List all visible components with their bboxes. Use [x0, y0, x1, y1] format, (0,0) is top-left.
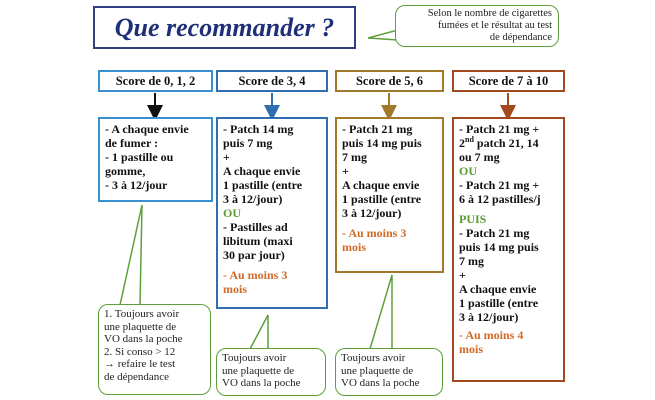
- callout-advice-5-6: [335, 348, 443, 396]
- callout1-pointer: [120, 205, 142, 305]
- text-line: 6 à 12 pastilles/j: [459, 192, 541, 206]
- text-line: A chaque envie: [459, 282, 537, 296]
- callout-line: → refaire le test: [104, 358, 176, 370]
- text-line: 30 par jour): [223, 248, 285, 262]
- text-line: - Patch 21 mg: [459, 226, 530, 240]
- text-line: - Patch 14 mg: [223, 122, 294, 136]
- recommendation-box-5-6: [335, 117, 444, 273]
- plus-sign: +: [459, 268, 466, 282]
- text-line: 7 mg: [459, 254, 484, 268]
- text-line: libitum (maxi: [223, 234, 293, 248]
- plus-sign: +: [223, 150, 230, 164]
- callout-line: 2. Si conso > 12: [104, 345, 176, 358]
- or-label: OU: [459, 164, 477, 178]
- callout-line: une plaquette de: [341, 364, 414, 377]
- callout-line: 1. Toujours avoir: [104, 308, 180, 320]
- text-line: de fumer :: [105, 136, 159, 150]
- text-line: 3 à 12/jour): [223, 192, 283, 206]
- text-line: - 3 à 12/jour: [105, 178, 168, 192]
- callout-line: une plaquette de: [104, 320, 177, 333]
- duration-line: - Au moins 3: [342, 226, 407, 240]
- duration-line: mois: [459, 342, 483, 356]
- score-header-5-6: Score de 5, 6: [335, 70, 444, 92]
- note-line: fumées et le résultat au test: [438, 20, 552, 31]
- then-label: PUIS: [459, 212, 487, 226]
- callout3-pointer: [370, 275, 392, 349]
- callout2-pointer: [250, 315, 268, 349]
- duration-line: mois: [223, 282, 247, 296]
- text-line: - Patch 21 mg +: [459, 178, 540, 192]
- text-line: ou 7 mg: [459, 150, 500, 164]
- callout-advice-3-4: [216, 348, 326, 396]
- text-line: - Patch 21 mg +: [459, 122, 540, 136]
- note-line: de dépendance: [489, 32, 552, 43]
- text-line: puis 14 mg puis: [342, 136, 422, 150]
- text-line: - Pastilles ad: [223, 220, 288, 234]
- or-label: OU: [223, 206, 241, 220]
- note-pointer: [368, 30, 398, 40]
- text-line: - 1 pastille ou: [105, 150, 174, 164]
- callout-line: une plaquette de: [222, 364, 295, 377]
- recommendation-box-0-2: [98, 117, 213, 202]
- text-line: - A chaque envie: [105, 122, 189, 136]
- text-line: puis 7 mg: [223, 136, 273, 150]
- score-header-3-4: Score de 3, 4: [216, 70, 328, 92]
- callout-line: de dépendance: [104, 370, 170, 383]
- recommendation-box-7-10: [452, 117, 565, 382]
- page-title: Que recommander ?: [114, 12, 335, 42]
- text-line: 1 pastille (entre: [459, 296, 539, 310]
- duration-line: - Au moins 3: [223, 268, 288, 282]
- text-line: 3 à 12/jour): [342, 206, 402, 220]
- text-line: 1 pastille (entre: [223, 178, 303, 192]
- text-line: puis 14 mg puis: [459, 240, 539, 254]
- plus-sign: +: [342, 164, 349, 178]
- text-line: 7 mg: [342, 150, 367, 164]
- text-line: A chaque envie: [342, 178, 420, 192]
- text-line: 3 à 12/jour): [459, 310, 519, 324]
- title-box: [93, 6, 356, 49]
- callout-line: VO dans la poche: [104, 333, 183, 345]
- text-line: gomme,: [105, 164, 146, 178]
- callout-line: Toujours avoir: [222, 352, 287, 364]
- note-bubble: [395, 5, 559, 47]
- duration-line: mois: [342, 240, 366, 254]
- callout-advice-0-2: [98, 304, 211, 395]
- duration-line: - Au moins 4: [459, 328, 524, 342]
- text-line: 1 pastille (entre: [342, 192, 422, 206]
- note-line: Selon le nombre de cigarettes: [427, 8, 552, 19]
- score-header-0-2: Score de 0, 1, 2: [98, 70, 213, 92]
- score-header-7-10: Score de 7 à 10: [452, 70, 565, 92]
- callout-line: VO dans la poche: [222, 377, 301, 389]
- text-line: 2nd patch 21, 14: [459, 135, 539, 150]
- recommendation-box-3-4: [216, 117, 328, 309]
- callout-line: Toujours avoir: [341, 352, 406, 364]
- text-line: A chaque envie: [223, 164, 301, 178]
- callout-line: VO dans la poche: [341, 377, 420, 389]
- text-line: - Patch 21 mg: [342, 122, 413, 136]
